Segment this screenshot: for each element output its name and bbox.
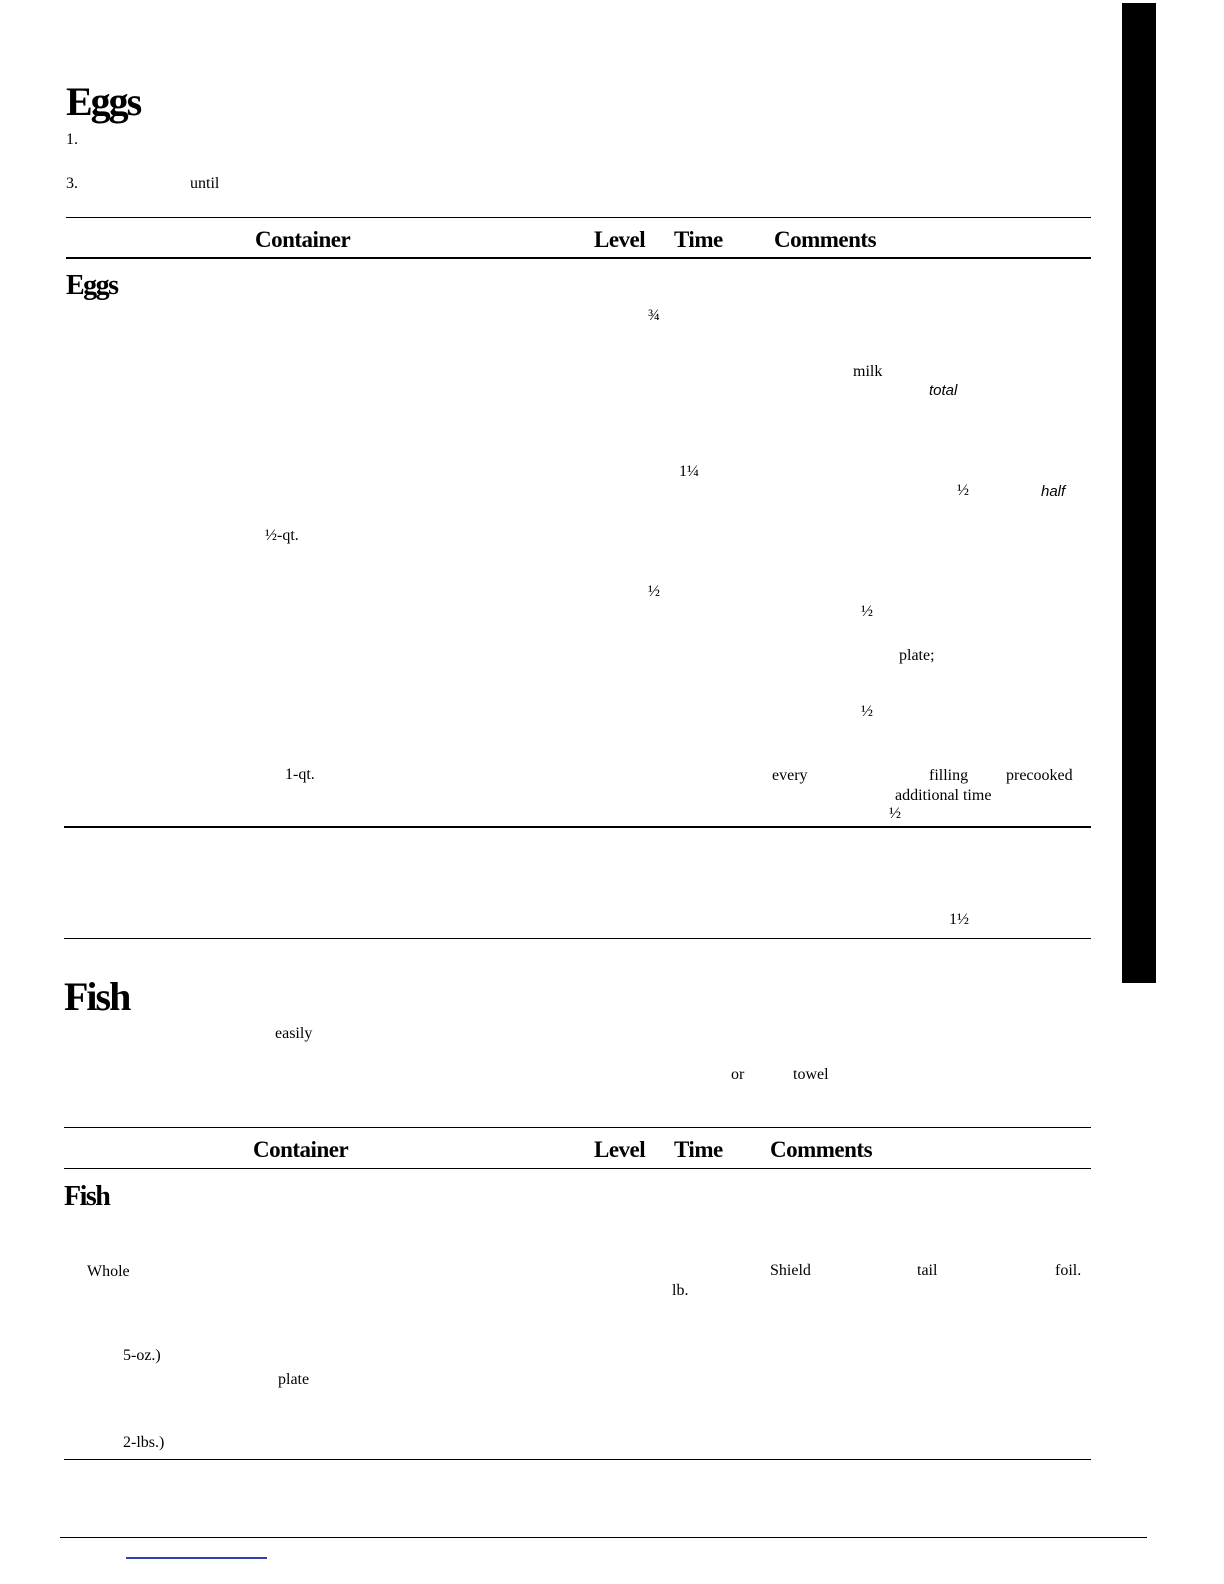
fish-header-time: Time (674, 1137, 723, 1162)
eggs-table-cell: half (1041, 483, 1066, 500)
fish-header-container: Container (253, 1137, 349, 1162)
section-tab-bar (1122, 3, 1156, 983)
eggs-section-label: Eggs (66, 270, 118, 301)
eggs-table-bottom-rule (64, 938, 1091, 939)
fish-intro-text: towel (793, 1066, 829, 1083)
fish-header-comments: Comments (770, 1137, 873, 1162)
eggs-table-cell: milk (853, 363, 883, 380)
eggs-table-cell: ¾ (648, 307, 660, 324)
eggs-header-comments: Comments (774, 227, 877, 252)
fish-header-rule (64, 1168, 1091, 1169)
eggs-table-cell: additional time (895, 787, 992, 804)
fish-table-cell: plate (278, 1371, 310, 1388)
eggs-table-cell: 1-qt. (285, 766, 315, 783)
eggs-table-cell: 1¼ (679, 463, 699, 480)
eggs-table-top-rule (66, 217, 1091, 218)
eggs-table-cell: 1½ (949, 911, 969, 928)
eggs-table-mid-rule (64, 826, 1091, 828)
fish-title: Fish (64, 974, 130, 1019)
eggs-step-1-number: 1. (66, 131, 78, 148)
fish-table-bottom-rule (64, 1459, 1091, 1460)
fish-table-cell: foil. (1055, 1262, 1082, 1279)
footer-rule (60, 1537, 1147, 1538)
footer-link-underline[interactable] (126, 1557, 267, 1559)
eggs-table-cell: total (929, 382, 958, 399)
eggs-header-container: Container (255, 227, 351, 252)
eggs-table-cell: ½ (861, 603, 873, 620)
fish-table-cell: lb. (672, 1282, 689, 1299)
fish-table-cell: Whole (87, 1263, 130, 1280)
fish-section-label: Fish (64, 1181, 110, 1212)
eggs-table-cell: ½ (648, 583, 660, 600)
eggs-title: Eggs (66, 79, 141, 124)
eggs-table-cell: plate; (899, 647, 935, 664)
fish-intro-text: easily (275, 1025, 313, 1042)
eggs-table-cell: precooked (1006, 767, 1073, 784)
eggs-header-time: Time (674, 227, 723, 252)
eggs-header-rule (66, 257, 1091, 259)
eggs-step-3-text: until (190, 175, 220, 192)
eggs-table-cell: every (772, 767, 808, 784)
fish-table-cell: 5-oz.) (123, 1347, 161, 1364)
fish-table-top-rule (64, 1127, 1091, 1128)
fish-intro-text: or (731, 1066, 745, 1083)
fish-table-cell: 2-lbs.) (123, 1434, 165, 1451)
eggs-table-cell: filling (929, 767, 969, 784)
eggs-table-cell: ½ (957, 482, 969, 499)
fish-table-cell: Shield (770, 1262, 811, 1279)
fish-table-cell: tail (917, 1262, 938, 1279)
eggs-step-3-number: 3. (66, 175, 78, 192)
eggs-table-cell: ½-qt. (265, 527, 299, 544)
eggs-header-level: Level (594, 227, 646, 252)
eggs-table-cell: ½ (861, 703, 873, 720)
eggs-table-cell: ½ (889, 805, 901, 822)
fish-header-level: Level (594, 1137, 646, 1162)
